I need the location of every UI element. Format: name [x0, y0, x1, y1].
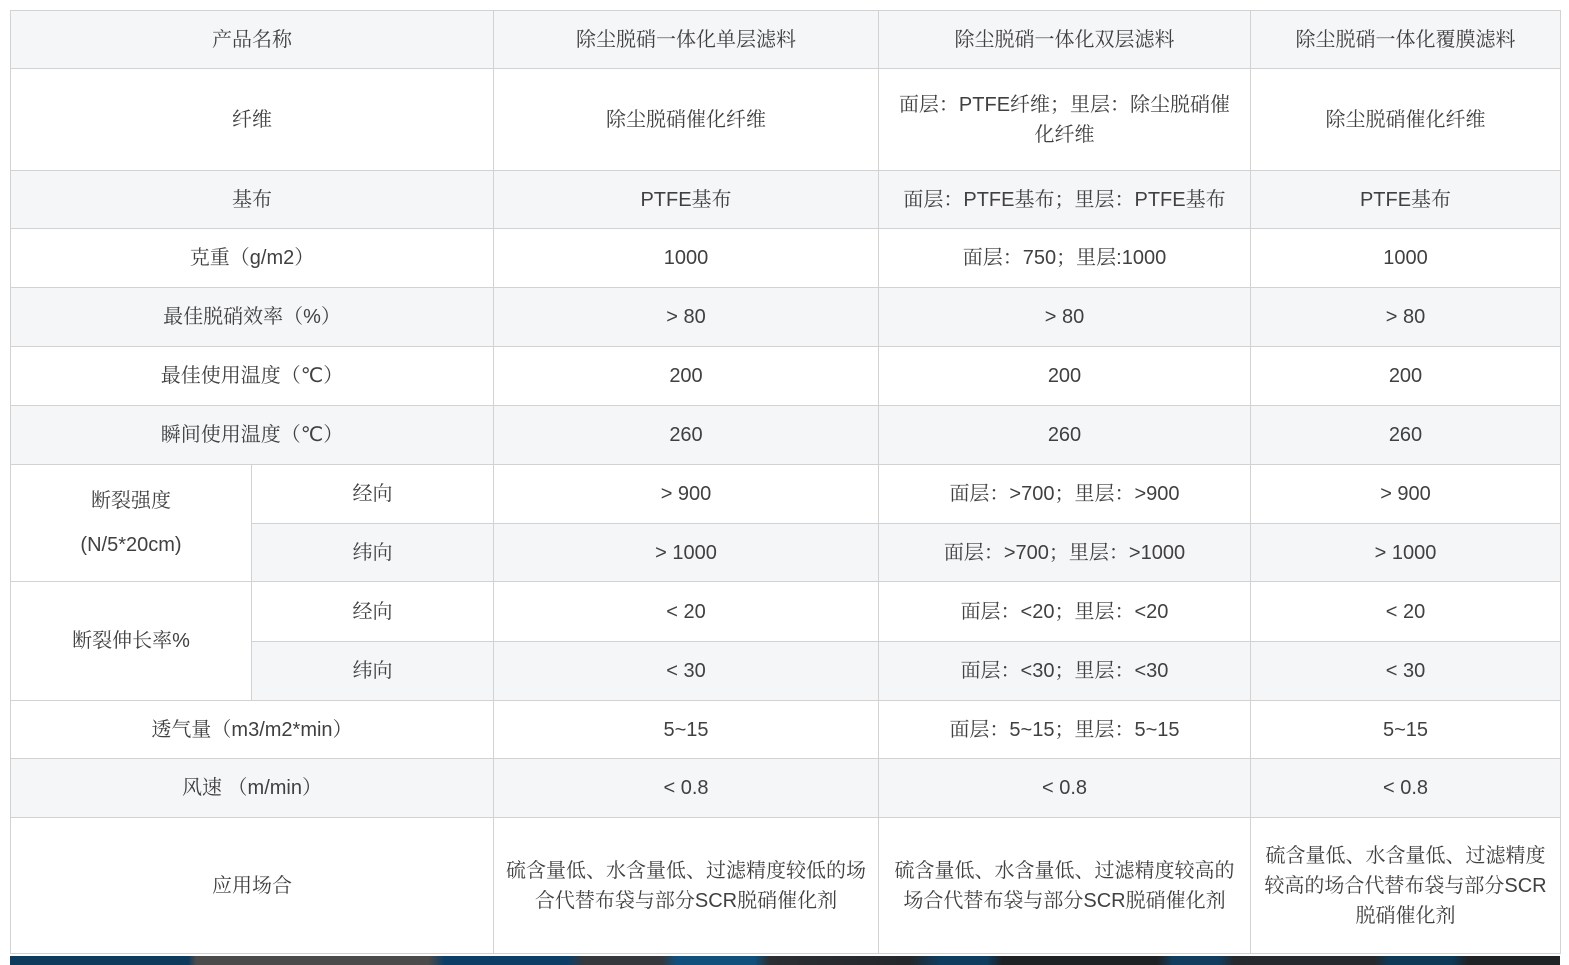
cell-denox-efficiency-double-layer: > 80: [879, 288, 1251, 347]
row-denox-efficiency: [11, 288, 1561, 347]
cell-weight-double-layer: 面层：750；里层:1000: [879, 229, 1251, 288]
cell-best-temp-single-layer: 200: [494, 347, 879, 406]
cell-breaking-strength-weft-double-layer: 面层：>700；里层：>1000: [879, 524, 1251, 582]
cell-fiber-single-layer: 除尘脱硝催化纤维: [494, 69, 879, 171]
cell-best-temp-label: 最佳使用温度（℃）: [11, 347, 494, 406]
cell-application-label: 应用场合: [11, 818, 494, 954]
cell-base-fabric-label: 基布: [11, 171, 494, 229]
cell-elongation-warp-single-layer: < 20: [494, 582, 879, 642]
cell-air-velocity-double-layer: < 0.8: [879, 759, 1251, 818]
cell-elongation-warp-sublabel: 经向: [252, 582, 494, 642]
row-application: [11, 818, 1561, 954]
cell-breaking-strength-warp-membrane: > 900: [1251, 465, 1561, 524]
cell-instant-temp-membrane: 260: [1251, 406, 1561, 465]
row-base-fabric: [11, 171, 1561, 229]
row-best-temp: [11, 347, 1561, 406]
cell-fiber-label: 纤维: [11, 69, 494, 171]
cell-elongation-weft-double-layer: 面层：<30；里层：<30: [879, 642, 1251, 701]
row-product-name: [11, 11, 1561, 69]
cell-weight-membrane: 1000: [1251, 229, 1561, 288]
cell-instant-temp-double-layer: 260: [879, 406, 1251, 465]
row-weight: [11, 229, 1561, 288]
cell-product-membrane: 除尘脱硝一体化覆膜滤料: [1251, 11, 1561, 69]
cell-product-name-label: 产品名称: [11, 11, 494, 69]
cell-denox-efficiency-label: 最佳脱硝效率（%）: [11, 288, 494, 347]
cell-elongation-label: 断裂伸长率%: [11, 582, 252, 701]
cell-product-double-layer: 除尘脱硝一体化双层滤料: [879, 11, 1251, 69]
cell-fiber-double-layer: 面层：PTFE纤维；里层：除尘脱硝催化纤维: [879, 69, 1251, 171]
cell-application-membrane: 硫含量低、水含量低、过滤精度较高的场合代替布袋与部分SCR脱硝催化剂: [1251, 818, 1561, 954]
cell-base-fabric-membrane: PTFE基布: [1251, 171, 1561, 229]
breaking-strength-label-line1: 断裂强度: [91, 490, 171, 512]
cell-breaking-strength-weft-sublabel: 纬向: [252, 524, 494, 582]
cell-air-permeability-double-layer: 面层：5~15；里层：5~15: [879, 701, 1251, 759]
cell-air-permeability-membrane: 5~15: [1251, 701, 1561, 759]
photo-strip-image-edge: [10, 956, 1560, 965]
cell-elongation-weft-single-layer: < 30: [494, 642, 879, 701]
product-spec-table: [10, 10, 1561, 954]
cell-air-permeability-label: 透气量（m3/m2*min）: [11, 701, 494, 759]
row-fiber: [11, 69, 1561, 171]
cell-elongation-weft-membrane: < 30: [1251, 642, 1561, 701]
breaking-strength-label-line2: (N/5*20cm): [80, 534, 182, 556]
cell-elongation-weft-sublabel: 纬向: [252, 642, 494, 701]
cell-instant-temp-single-layer: 260: [494, 406, 879, 465]
cell-instant-temp-label: 瞬间使用温度（℃）: [11, 406, 494, 465]
cell-breaking-strength-label: [11, 465, 252, 582]
cell-best-temp-double-layer: 200: [879, 347, 1251, 406]
cell-air-velocity-label: 风速 （m/min）: [11, 759, 494, 818]
cell-weight-label: 克重（g/m2）: [11, 229, 494, 288]
cell-weight-single-layer: 1000: [494, 229, 879, 288]
cell-air-velocity-membrane: < 0.8: [1251, 759, 1561, 818]
cell-product-single-layer: 除尘脱硝一体化单层滤料: [494, 11, 879, 69]
cell-application-double-layer: 硫含量低、水含量低、过滤精度较高的场合代替布袋与部分SCR脱硝催化剂: [879, 818, 1251, 954]
cell-best-temp-membrane: 200: [1251, 347, 1561, 406]
cell-elongation-warp-membrane: < 20: [1251, 582, 1561, 642]
cell-base-fabric-single-layer: PTFE基布: [494, 171, 879, 229]
cell-elongation-warp-double-layer: 面层：<20；里层：<20: [879, 582, 1251, 642]
row-air-velocity: [11, 759, 1561, 818]
cell-breaking-strength-weft-single-layer: > 1000: [494, 524, 879, 582]
cell-denox-efficiency-single-layer: > 80: [494, 288, 879, 347]
cell-fiber-membrane: 除尘脱硝催化纤维: [1251, 69, 1561, 171]
row-breaking-strength-warp: [11, 465, 1561, 524]
cell-base-fabric-double-layer: 面层：PTFE基布；里层：PTFE基布: [879, 171, 1251, 229]
cell-air-velocity-single-layer: < 0.8: [494, 759, 879, 818]
cell-breaking-strength-warp-sublabel: 经向: [252, 465, 494, 524]
cell-air-permeability-single-layer: 5~15: [494, 701, 879, 759]
cell-denox-efficiency-membrane: > 80: [1251, 288, 1561, 347]
cell-application-single-layer: 硫含量低、水含量低、过滤精度较低的场合代替布袋与部分SCR脱硝催化剂: [494, 818, 879, 954]
row-instant-temp: [11, 406, 1561, 465]
cell-breaking-strength-weft-membrane: > 1000: [1251, 524, 1561, 582]
cell-breaking-strength-warp-double-layer: 面层：>700；里层：>900: [879, 465, 1251, 524]
row-air-permeability: [11, 701, 1561, 759]
cell-breaking-strength-warp-single-layer: > 900: [494, 465, 879, 524]
row-elongation-warp: [11, 582, 1561, 642]
